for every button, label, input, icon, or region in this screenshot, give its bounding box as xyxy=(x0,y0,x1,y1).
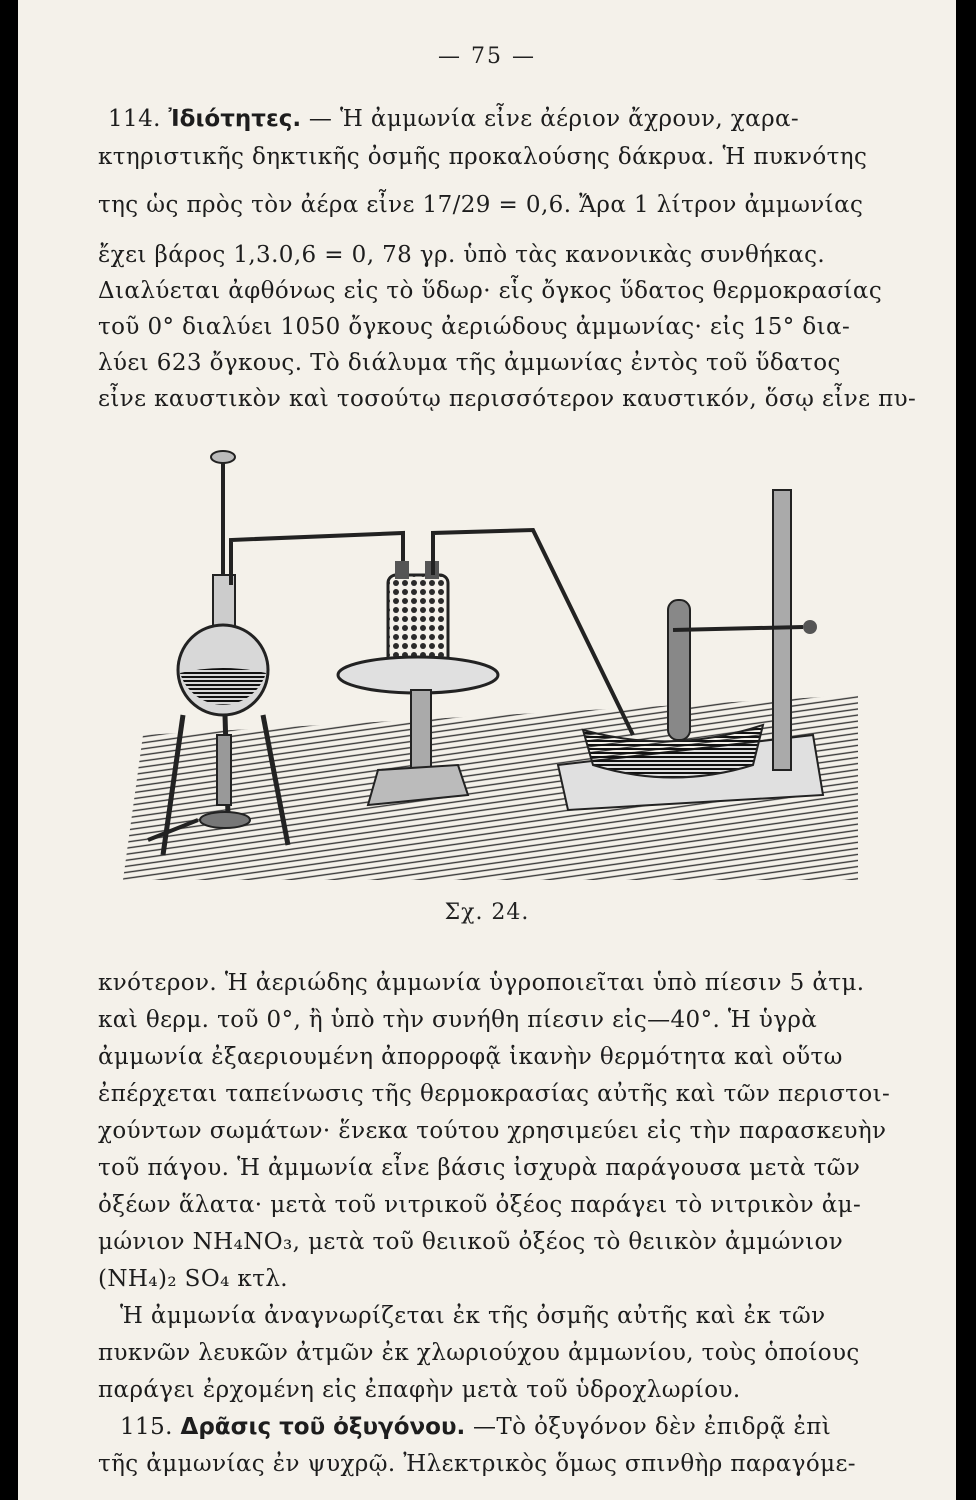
figure-ammonia-apparatus xyxy=(113,435,863,890)
text-line: παράγει ἐρχομένη εἰς ἐπαφὴν μετὰ τοῦ ὑδροχλωρίου. xyxy=(98,1377,741,1403)
text-line: τῆς ἀμμωνίας ἐν ψυχρῷ. Ἠλεκτρικὸς ὅμως σπινθὴρ παραγόμε- xyxy=(98,1451,856,1477)
text-line: εἶνε καυστικὸν καὶ τοσούτῳ περισσότερον καυστικόν, ὅσῳ εἶνε πυ- xyxy=(98,386,917,412)
text-line: ὀξέων ἅλατα· μετὰ τοῦ νιτρικοῦ ὀξέος παράγει τὸ νιτρικὸν ἀμ- xyxy=(98,1192,862,1218)
text-line: της ὡς πρὸς τὸν ἀέρα εἶνε 17/29 = 0,6. Ἄρα 1 λίτρον ἀμμωνίας xyxy=(98,192,864,218)
text-line: κνότερον. Ἡ ἀεριώδης ἀμμωνία ὑγροποιεῖται ὑπὸ πίεσιν 5 ἀτμ. xyxy=(98,970,865,996)
text-line: χούντων σωμάτων· ἕνεκα τούτου χρησιμεύει εἰς τὴν παρασκευὴν xyxy=(98,1118,887,1144)
page-number: — 75 — xyxy=(438,44,536,69)
text-line: καὶ θερμ. τοῦ 0°, ἢ ὑπὸ τὴν συνήθη πίεσιν εἰς—40°. Ἡ ὑγρὰ xyxy=(98,1007,818,1033)
delivery-tube xyxy=(231,533,403,585)
text-line: τοῦ πάγου. Ἡ ἀμμωνία εἶνε βάσις ἰσχυρὰ παράγουσα μετὰ τῶν xyxy=(98,1155,861,1181)
text-line: (NH₄)₂ SO₄ κτλ. xyxy=(98,1266,289,1292)
delivery-tube xyxy=(433,530,633,735)
text-line: κτηριστικῆς δηκτικῆς ὀσμῆς προκαλούσης δάκρυα. Ἡ πυκνότης xyxy=(98,144,868,170)
text-line: ἀμμωνία ἐξαεριουμένη ἀπορροφᾷ ἱκανὴν θερμότητα καὶ οὕτω xyxy=(98,1044,843,1070)
text-line: Ἡ ἀμμωνία ἀναγνωρίζεται ἐκ τῆς ὀσμῆς αὐτῆς καὶ ἐκ τῶν xyxy=(120,1303,826,1329)
text-line: ἔχει βάρος 1,3.0,6 = 0, 78 γρ. ὑπὸ τὰς κανονικὰς συνθήκας. xyxy=(98,242,826,268)
text-line xyxy=(120,1412,831,1442)
section-heading: Δρᾶσις τοῦ ὀξυγόνου. xyxy=(180,1414,466,1440)
section-heading: Ἰδιότητες. xyxy=(168,106,302,132)
section-number: 114. xyxy=(108,106,161,132)
text-line: πυκνῶν λευκῶν ἀτμῶν ἐκ χλωριούχου ἀμμωνίου, τοὺς ὁποίους xyxy=(98,1340,860,1366)
text-line: ἐπέρχεται ταπείνωσις τῆς θερμοκρασίας αὐτῆς καὶ τῶν περιστοι- xyxy=(98,1081,891,1107)
apparatus-illustration xyxy=(113,435,863,890)
text-line: Διαλύεται ἀφθόνως εἰς τὸ ὕδωρ· εἷς ὄγκος ὕδατος θερμοκρασίας xyxy=(98,278,883,304)
text-line: μώνιον NH₄NO₃, μετὰ τοῦ θειικοῦ ὀξέος τὸ θειικὸν ἀμμώνιον xyxy=(98,1229,844,1255)
figure-caption: Σχ. 24. xyxy=(444,900,530,925)
trough-with-cylinder xyxy=(558,490,823,810)
text-line: λύει 623 ὄγκους. Τὸ διάλυμα τῆς ἀμμωνίας ἐντὸς τοῦ ὕδατος xyxy=(98,350,841,376)
text-line: τοῦ 0° διαλύει 1050 ὄγκους ἀεριώδους ἀμμωνίας· εἰς 15° δια- xyxy=(98,314,851,340)
text-line xyxy=(108,104,799,134)
section-number: 115. xyxy=(120,1414,173,1440)
text-run: — Ἡ ἀμμωνία εἶνε ἀέριον ἄχρουν, χαρα- xyxy=(308,106,800,132)
text-run: —Τὸ ὀξυγόνον δὲν ἐπιδρᾷ ἐπὶ xyxy=(472,1414,832,1440)
book-page xyxy=(18,0,956,1500)
